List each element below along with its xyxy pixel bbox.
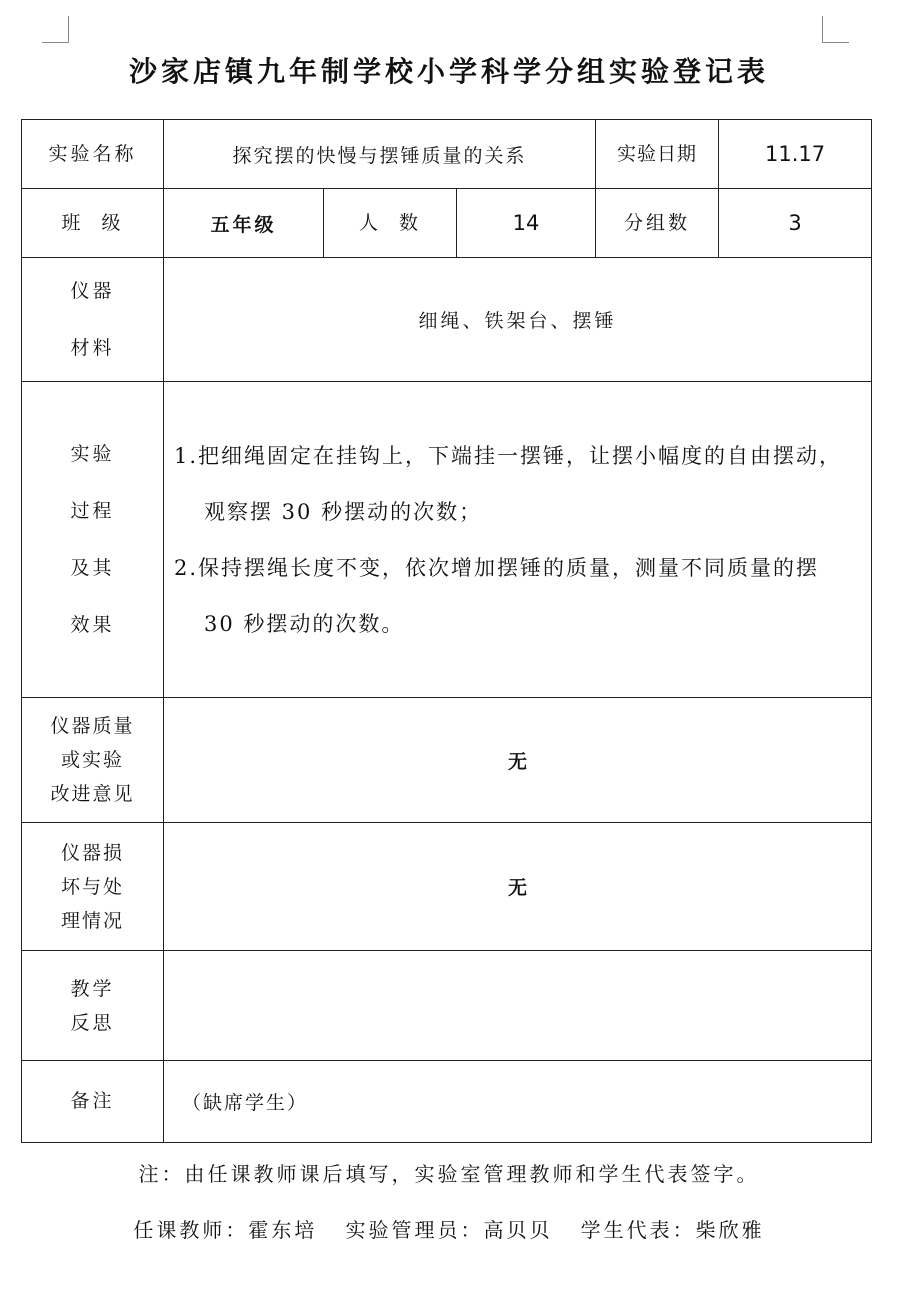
- student-count-value: 14: [457, 189, 596, 258]
- instruments-label: [22, 258, 164, 382]
- damage-label-line2: 坏与处: [60, 875, 124, 898]
- experiment-registration-table: [21, 119, 872, 1143]
- experiment-name-label: 实验名称: [22, 120, 164, 189]
- reflection-label: [22, 951, 164, 1061]
- row-experiment-name: [22, 120, 872, 189]
- instruments-label-line2: 材料: [70, 336, 115, 359]
- row-remark: [22, 1061, 872, 1143]
- row-class-info: [22, 189, 872, 258]
- row-reflection: [22, 951, 872, 1061]
- row-instruments: [22, 258, 872, 382]
- damage-label: [22, 823, 164, 951]
- row-suggestion: [22, 698, 872, 823]
- damage-value: 无: [164, 823, 872, 951]
- process-step-2: 2.保持摆绳长度不变，依次增加摆锤的质量，测量不同质量的摆 30 秒摆动的次数。: [174, 555, 820, 636]
- remark-value: （缺席学生）: [164, 1061, 872, 1143]
- experiment-date-label: 实验日期: [596, 120, 719, 189]
- group-count-label: 分组数: [596, 189, 719, 258]
- instruments-label-line1: 仪器: [70, 279, 115, 302]
- page-title: 沙家店镇九年制学校小学科学分组实验登记表: [128, 55, 769, 88]
- process-step-1: 1.把细绳固定在挂钩上，下端挂一摆锤，让摆小幅度的自由摆动，观察摆 30 秒摆动的次数；: [174, 443, 843, 524]
- row-process: [22, 382, 872, 698]
- suggestion-value: 无: [164, 698, 872, 823]
- class-value: 五年级: [164, 189, 324, 258]
- experiment-name-value: 探究摆的快慢与摆锤质量的关系: [164, 120, 596, 189]
- group-count-value: 3: [719, 189, 872, 258]
- suggestion-label-line3: 改进意见: [50, 783, 135, 805]
- experiment-date-value: 11.17: [719, 120, 872, 189]
- damage-label-line3: 理情况: [60, 909, 124, 932]
- process-label-line2: 过程: [70, 499, 115, 522]
- footer-signatures: 任课教师：霍东培 实验管理员：高贝贝 学生代表：柴欣雅: [133, 1218, 765, 1242]
- class-label: 班 级: [22, 189, 164, 258]
- suggestion-label-line2: 或实验: [60, 749, 124, 771]
- row-damage: [22, 823, 872, 951]
- process-label-line4: 效果: [70, 613, 115, 636]
- instruments-value: 细绳、铁架台、摆锤: [164, 258, 872, 382]
- process-label-line3: 及其: [70, 556, 115, 579]
- footer-note: 注：由任课教师课后填写，实验室管理教师和学生代表签字。: [138, 1162, 760, 1186]
- crop-mark-top-left: [42, 16, 69, 43]
- process-label: [22, 382, 164, 698]
- remark-label: 备注: [22, 1061, 164, 1143]
- reflection-label-line2: 反思: [70, 1011, 115, 1034]
- reflection-label-line1: 教学: [70, 977, 115, 1000]
- damage-label-line1: 仪器损: [60, 841, 124, 864]
- student-count-label: 人 数: [324, 189, 457, 258]
- suggestion-label-line1: 仪器质量: [50, 715, 135, 737]
- reflection-value: [164, 951, 872, 1061]
- crop-mark-top-right: [822, 16, 849, 43]
- process-content: [164, 382, 872, 698]
- process-label-line1: 实验: [70, 442, 115, 465]
- suggestion-label: [22, 698, 164, 823]
